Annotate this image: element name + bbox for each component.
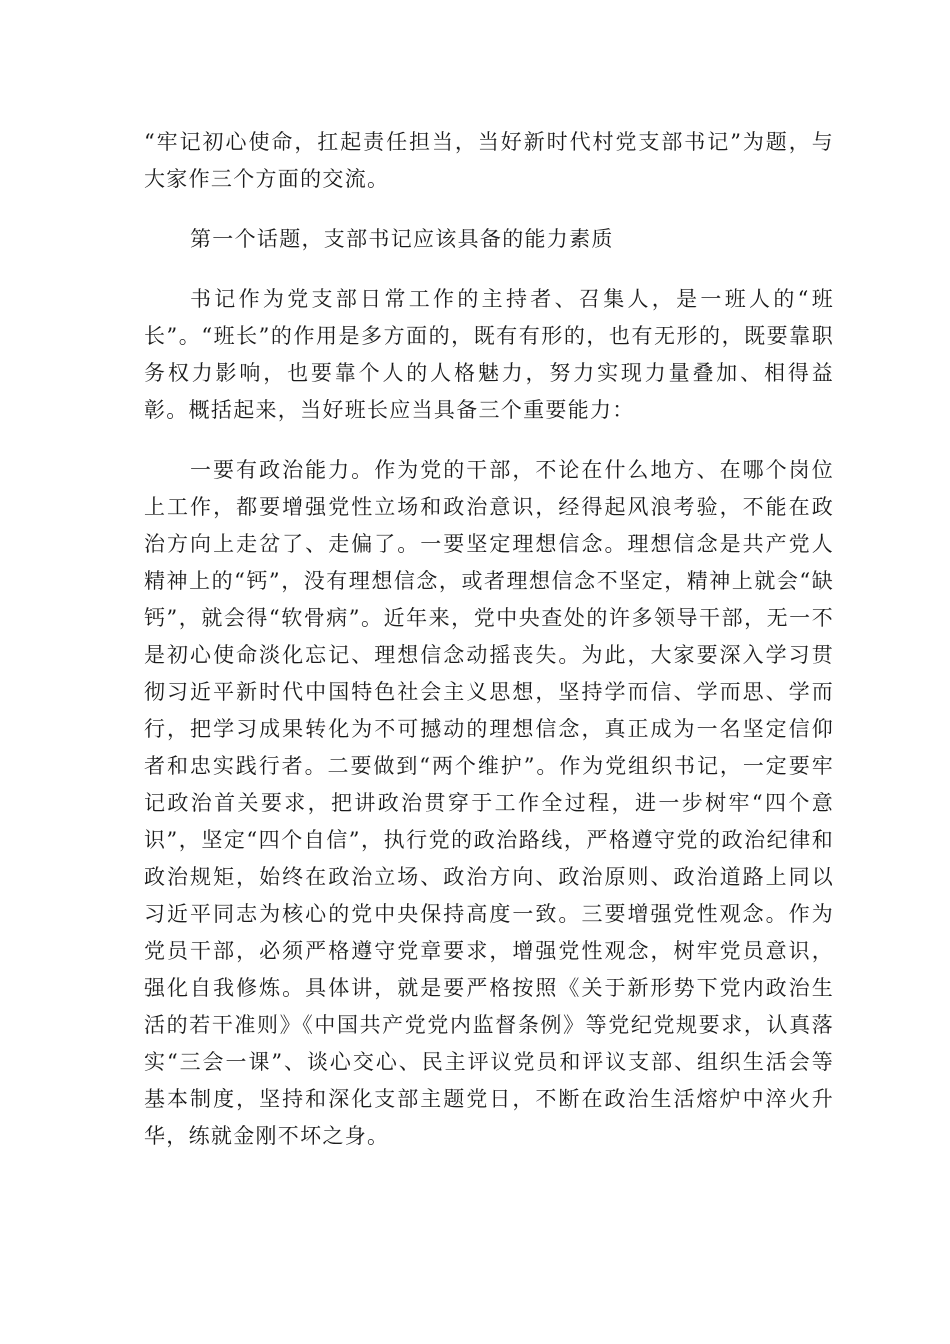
political-ability-paragraph: 一要有政治能力。作为党的干部，不论在什么地方、在哪个岗位上工作，都要增强党性立场和政治意识，经得起风浪考验，不能在政治方向上走岔了、走偏了。一要坚定理想信念。理想信念是共产党人精神上的“钙”，没有理想信念，或者理想信念不坚定，精神上就会“缺钙”，就会得“软骨病”。近年来，党中央查处的许多领导干部，无一不是初心使命淡化忘记、理想信念动摇丧失。为此，大家要深入学习贯彻习近平新时代中国特色社会主义思想，坚持学而信、学而思、学而行，把学习成果转化为不可撼动的理想信念，真正成为一名坚定信仰者和忠实践行者。二要做到“两个维护”。作为党组织书记，一定要牢记政治首关要求，把讲政治贯穿于工作全过程，进一步树牢“四个意识”，坚定“四个自信”，执行党的政治路线，严格遵守党的政治纪律和政治规矩，始终在政治立场、政治方向、政治原则、政治道路上同以习近平同志为核心的党中央保持高度一致。三要增强党性观念。作为党员干部，必须严格遵守党章要求，增强党性观念，树牢党员意识，强化自我修炼。具体讲，就是要严格按照《关于新形势下党内政治生活的若干准则》《中国共产党党内监督条例》等党纪党规要求，认真落实“三会一课”、谈心交心、民主评议党员和评议支部、组织生活会等基本制度，坚持和深化支部主题党日，不断在政治生活熔炉中淬火升华，练就金刚不坏之身。 bbox=[144, 458, 834, 1148]
topic-heading: 第一个话题，支部书记应该具备的能力素质 bbox=[190, 227, 614, 251]
document-body bbox=[144, 124, 834, 1178]
intro-continuation-paragraph: “牢记初心使命，扛起责任担当，当好新时代村党支部书记”为题，与大家作三个方面的交流。 bbox=[144, 130, 834, 191]
squad-leader-paragraph: 书记作为党支部日常工作的主持者、召集人，是一班人的“班长”。“班长”的作用是多方面的，既有有形的，也有无形的，既要靠职务权力影响，也要靠个人的人格魅力，努力实现力量叠加、相得益彰。概括起来，当好班长应当具备三个重要能力： bbox=[144, 287, 834, 422]
